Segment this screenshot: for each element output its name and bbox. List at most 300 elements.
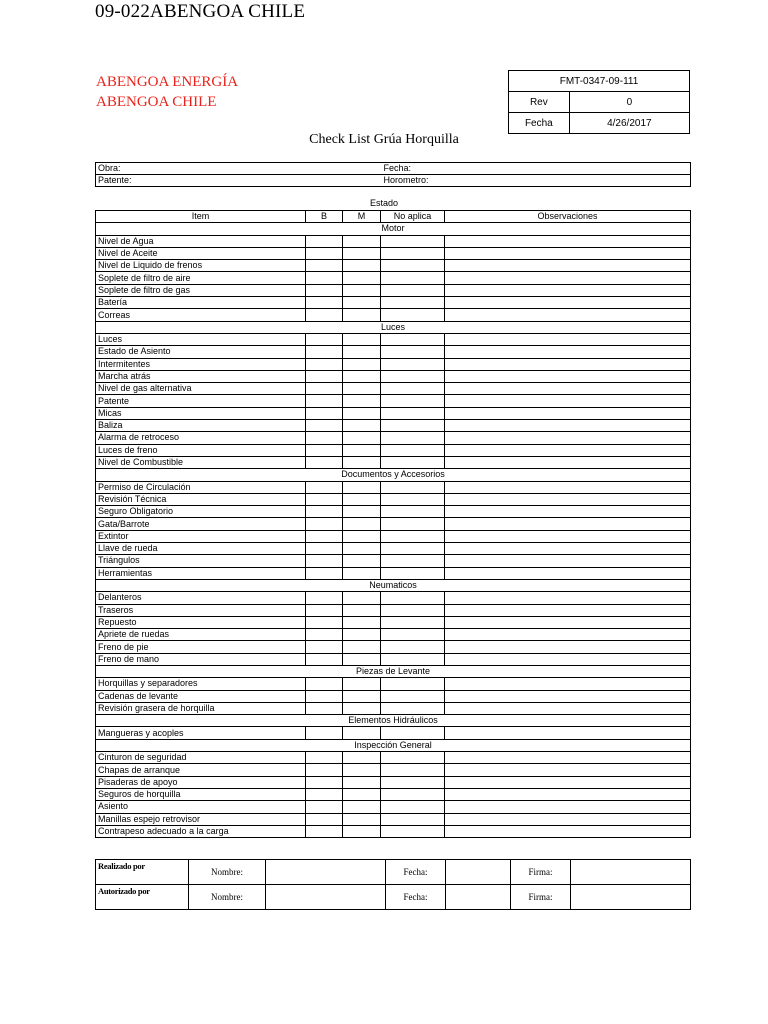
checklist-item-label: Soplete de filtro de gas <box>96 284 306 296</box>
column-header-observaciones: Observaciones <box>445 211 691 223</box>
observaciones-cell[interactable] <box>445 420 691 432</box>
check-b-cell[interactable] <box>306 420 343 432</box>
checklist-row <box>96 567 691 579</box>
horometro-field[interactable]: Horometro: <box>382 175 691 187</box>
check-no-aplica-cell[interactable] <box>381 788 445 800</box>
signature-date-field[interactable] <box>446 860 511 885</box>
check-m-cell[interactable] <box>343 358 381 370</box>
check-no-aplica-cell[interactable] <box>381 432 445 444</box>
section-title: Documentos y Accesorios <box>96 469 691 481</box>
check-m-cell[interactable] <box>343 284 381 296</box>
checklist-item-label: Llave de rueda <box>96 543 306 555</box>
check-no-aplica-cell[interactable] <box>381 702 445 714</box>
check-m-cell[interactable] <box>343 629 381 641</box>
check-b-cell[interactable] <box>306 727 343 739</box>
check-m-cell[interactable] <box>343 432 381 444</box>
observaciones-cell[interactable] <box>445 358 691 370</box>
observaciones-cell[interactable] <box>445 309 691 321</box>
check-no-aplica-cell[interactable] <box>381 456 445 468</box>
checklist-item-label: Alarma de retroceso <box>96 432 306 444</box>
check-m-cell[interactable] <box>343 481 381 493</box>
observaciones-cell[interactable] <box>445 481 691 493</box>
checklist-item-label: Nivel de Liquido de frenos <box>96 260 306 272</box>
checklist-row <box>96 690 691 702</box>
observaciones-cell[interactable] <box>445 653 691 665</box>
observaciones-cell[interactable] <box>445 456 691 468</box>
company-name-line2: ABENGOA CHILE <box>96 94 217 110</box>
observaciones-cell[interactable] <box>445 235 691 247</box>
estado-label: Estado <box>369 198 399 208</box>
format-date-label: Fecha <box>509 113 570 134</box>
check-no-aplica-cell[interactable] <box>381 407 445 419</box>
checklist-row <box>96 284 691 296</box>
checklist-row <box>96 801 691 813</box>
checklist-row <box>96 653 691 665</box>
nombre-field[interactable] <box>266 860 386 885</box>
check-m-cell[interactable] <box>343 678 381 690</box>
check-b-cell[interactable] <box>306 641 343 653</box>
checklist-row <box>96 346 691 358</box>
checklist-item-label: Freno de pie <box>96 641 306 653</box>
check-no-aplica-cell[interactable] <box>381 493 445 505</box>
check-no-aplica-cell[interactable] <box>381 690 445 702</box>
check-no-aplica-cell[interactable] <box>381 764 445 776</box>
check-m-cell[interactable] <box>343 825 381 837</box>
signature-role: Autorizado por <box>96 885 189 910</box>
check-m-cell[interactable] <box>343 801 381 813</box>
check-m-cell[interactable] <box>343 272 381 284</box>
check-m-cell[interactable] <box>343 555 381 567</box>
check-no-aplica-cell[interactable] <box>381 592 445 604</box>
check-b-cell[interactable] <box>306 518 343 530</box>
checklist-item-label: Apriete de ruedas <box>96 629 306 641</box>
checklist-row <box>96 481 691 493</box>
checklist-item-label: Batería <box>96 297 306 309</box>
format-code: FMT-0347-09-111 <box>509 71 690 92</box>
check-b-cell[interactable] <box>306 395 343 407</box>
checklist-item-label: Revisión Técnica <box>96 493 306 505</box>
check-b-cell[interactable] <box>306 260 343 272</box>
checklist-row <box>96 641 691 653</box>
check-b-cell[interactable] <box>306 235 343 247</box>
check-no-aplica-cell[interactable] <box>381 813 445 825</box>
checklist-item-label: Revisión grasera de horquilla <box>96 702 306 714</box>
check-no-aplica-cell[interactable] <box>381 604 445 616</box>
checklist-item-label: Traseros <box>96 604 306 616</box>
check-b-cell[interactable] <box>306 567 343 579</box>
check-b-cell[interactable] <box>306 309 343 321</box>
check-m-cell[interactable] <box>343 383 381 395</box>
check-no-aplica-cell[interactable] <box>381 801 445 813</box>
observaciones-cell[interactable] <box>445 284 691 296</box>
obra-field[interactable]: Obra: <box>96 163 382 175</box>
checklist-row <box>96 297 691 309</box>
checklist-row <box>96 506 691 518</box>
checklist-item-label: Luces <box>96 333 306 345</box>
check-b-cell[interactable] <box>306 272 343 284</box>
check-b-cell[interactable] <box>306 444 343 456</box>
check-b-cell[interactable] <box>306 825 343 837</box>
check-m-cell[interactable] <box>343 444 381 456</box>
check-b-cell[interactable] <box>306 493 343 505</box>
observaciones-cell[interactable] <box>445 395 691 407</box>
check-no-aplica-cell[interactable] <box>381 420 445 432</box>
check-b-cell[interactable] <box>306 592 343 604</box>
check-m-cell[interactable] <box>343 776 381 788</box>
check-no-aplica-cell[interactable] <box>381 616 445 628</box>
observaciones-cell[interactable] <box>445 407 691 419</box>
observaciones-cell[interactable] <box>445 616 691 628</box>
section-title: Motor <box>96 223 691 235</box>
checklist-row <box>96 420 691 432</box>
check-b-cell[interactable] <box>306 555 343 567</box>
observaciones-cell[interactable] <box>445 678 691 690</box>
firma-label: Firma: <box>511 885 571 910</box>
check-no-aplica-cell[interactable] <box>381 370 445 382</box>
observaciones-cell[interactable] <box>445 788 691 800</box>
checklist-row <box>96 444 691 456</box>
nombre-label: Nombre: <box>189 885 266 910</box>
checklist-row <box>96 247 691 259</box>
checklist-item-label: Repuesto <box>96 616 306 628</box>
firma-field[interactable] <box>571 860 691 885</box>
check-b-cell[interactable] <box>306 481 343 493</box>
checklist-item-label: Mangueras y acoples <box>96 727 306 739</box>
checklist-item-label: Extintor <box>96 530 306 542</box>
check-m-cell[interactable] <box>343 456 381 468</box>
column-header-no-aplica: No aplica <box>381 211 445 223</box>
checklist-item-label: Freno de mano <box>96 653 306 665</box>
checklist-row <box>96 309 691 321</box>
check-no-aplica-cell[interactable] <box>381 727 445 739</box>
check-b-cell[interactable] <box>306 801 343 813</box>
section-title: Piezas de Levante <box>96 665 691 677</box>
column-header-item: Item <box>96 211 306 223</box>
check-no-aplica-cell[interactable] <box>381 284 445 296</box>
observaciones-cell[interactable] <box>445 444 691 456</box>
observaciones-cell[interactable] <box>445 247 691 259</box>
checklist-row <box>96 764 691 776</box>
check-no-aplica-cell[interactable] <box>381 506 445 518</box>
check-no-aplica-cell[interactable] <box>381 825 445 837</box>
checklist-item-label: Nivel de gas alternativa <box>96 383 306 395</box>
checklist-item-label: Marcha atrás <box>96 370 306 382</box>
observaciones-cell[interactable] <box>445 530 691 542</box>
check-no-aplica-cell[interactable] <box>381 247 445 259</box>
checklist-row <box>96 702 691 714</box>
observaciones-cell[interactable] <box>445 506 691 518</box>
observaciones-cell[interactable] <box>445 604 691 616</box>
check-m-cell[interactable] <box>343 260 381 272</box>
checklist-row <box>96 825 691 837</box>
check-m-cell[interactable] <box>343 530 381 542</box>
check-b-cell[interactable] <box>306 629 343 641</box>
check-m-cell[interactable] <box>343 764 381 776</box>
check-m-cell[interactable] <box>343 727 381 739</box>
check-b-cell[interactable] <box>306 653 343 665</box>
checklist-table <box>95 210 691 838</box>
check-no-aplica-cell[interactable] <box>381 346 445 358</box>
check-b-cell[interactable] <box>306 788 343 800</box>
check-no-aplica-cell[interactable] <box>381 752 445 764</box>
check-m-cell[interactable] <box>343 653 381 665</box>
nombre-field[interactable] <box>266 885 386 910</box>
check-m-cell[interactable] <box>343 247 381 259</box>
check-m-cell[interactable] <box>343 616 381 628</box>
nombre-label: Nombre: <box>189 860 266 885</box>
observaciones-cell[interactable] <box>445 727 691 739</box>
checklist-item-label: Seguros de horquilla <box>96 788 306 800</box>
checklist-row <box>96 616 691 628</box>
info-date-field[interactable]: Fecha: <box>382 163 691 175</box>
checklist-item-label: Herramientas <box>96 567 306 579</box>
checklist-row <box>96 333 691 345</box>
section-header-row <box>96 321 691 333</box>
check-m-cell[interactable] <box>343 407 381 419</box>
observaciones-cell[interactable] <box>445 370 691 382</box>
observaciones-cell[interactable] <box>445 555 691 567</box>
check-m-cell[interactable] <box>343 420 381 432</box>
check-m-cell[interactable] <box>343 235 381 247</box>
check-no-aplica-cell[interactable] <box>381 518 445 530</box>
check-m-cell[interactable] <box>343 702 381 714</box>
checklist-row <box>96 752 691 764</box>
section-title: Inspección General <box>96 739 691 751</box>
check-m-cell[interactable] <box>343 309 381 321</box>
section-title: Luces <box>96 321 691 333</box>
patente-field[interactable]: Patente: <box>96 175 382 187</box>
check-no-aplica-cell[interactable] <box>381 309 445 321</box>
observaciones-cell[interactable] <box>445 690 691 702</box>
check-b-cell[interactable] <box>306 346 343 358</box>
checklist-item-label: Contrapeso adecuado a la carga <box>96 825 306 837</box>
checklist-row <box>96 358 691 370</box>
check-m-cell[interactable] <box>343 690 381 702</box>
check-m-cell[interactable] <box>343 370 381 382</box>
check-no-aplica-cell[interactable] <box>381 395 445 407</box>
checklist-item-label: Luces de freno <box>96 444 306 456</box>
observaciones-cell[interactable] <box>445 629 691 641</box>
check-b-cell[interactable] <box>306 690 343 702</box>
checklist-row <box>96 383 691 395</box>
checklist-row <box>96 678 691 690</box>
observaciones-cell[interactable] <box>445 776 691 788</box>
checklist-item-label: Permiso de Circulación <box>96 481 306 493</box>
check-b-cell[interactable] <box>306 506 343 518</box>
signature-date-label: Fecha: <box>386 885 446 910</box>
check-no-aplica-cell[interactable] <box>381 383 445 395</box>
check-m-cell[interactable] <box>343 333 381 345</box>
observaciones-cell[interactable] <box>445 641 691 653</box>
check-no-aplica-cell[interactable] <box>381 481 445 493</box>
observaciones-cell[interactable] <box>445 543 691 555</box>
checklist-row <box>96 272 691 284</box>
checklist-row <box>96 592 691 604</box>
check-m-cell[interactable] <box>343 641 381 653</box>
check-b-cell[interactable] <box>306 358 343 370</box>
check-b-cell[interactable] <box>306 543 343 555</box>
check-b-cell[interactable] <box>306 333 343 345</box>
check-m-cell[interactable] <box>343 604 381 616</box>
check-b-cell[interactable] <box>306 432 343 444</box>
observaciones-cell[interactable] <box>445 346 691 358</box>
check-m-cell[interactable] <box>343 346 381 358</box>
checklist-item-label: Correas <box>96 309 306 321</box>
check-m-cell[interactable] <box>343 543 381 555</box>
checklist-row <box>96 370 691 382</box>
check-b-cell[interactable] <box>306 678 343 690</box>
check-b-cell[interactable] <box>306 764 343 776</box>
check-b-cell[interactable] <box>306 752 343 764</box>
info-table <box>95 162 691 187</box>
check-b-cell[interactable] <box>306 604 343 616</box>
observaciones-cell[interactable] <box>445 333 691 345</box>
format-code-box <box>508 70 690 134</box>
check-m-cell[interactable] <box>343 518 381 530</box>
check-m-cell[interactable] <box>343 752 381 764</box>
check-b-cell[interactable] <box>306 616 343 628</box>
firma-field[interactable] <box>571 885 691 910</box>
signature-role: Realizado por <box>96 860 189 885</box>
observaciones-cell[interactable] <box>445 493 691 505</box>
signature-table <box>95 859 691 910</box>
checklist-item-label: Asiento <box>96 801 306 813</box>
checklist-row <box>96 727 691 739</box>
check-no-aplica-cell[interactable] <box>381 543 445 555</box>
format-date-value: 4/26/2017 <box>569 113 689 134</box>
checklist-row <box>96 788 691 800</box>
check-no-aplica-cell[interactable] <box>381 444 445 456</box>
check-no-aplica-cell[interactable] <box>381 530 445 542</box>
observaciones-cell[interactable] <box>445 272 691 284</box>
checklist-row <box>96 776 691 788</box>
check-m-cell[interactable] <box>343 493 381 505</box>
check-m-cell[interactable] <box>343 592 381 604</box>
checklist-item-label: Intermitentes <box>96 358 306 370</box>
checklist-row <box>96 518 691 530</box>
company-name-line1: ABENGOA ENERGÍA <box>96 74 239 90</box>
check-no-aplica-cell[interactable] <box>381 567 445 579</box>
check-m-cell[interactable] <box>343 567 381 579</box>
check-no-aplica-cell[interactable] <box>381 678 445 690</box>
observaciones-cell[interactable] <box>445 432 691 444</box>
checklist-row <box>96 456 691 468</box>
observaciones-cell[interactable] <box>445 383 691 395</box>
check-no-aplica-cell[interactable] <box>381 333 445 345</box>
section-header-row <box>96 715 691 727</box>
checklist-row <box>96 813 691 825</box>
observaciones-cell[interactable] <box>445 813 691 825</box>
check-b-cell[interactable] <box>306 813 343 825</box>
observaciones-cell[interactable] <box>445 702 691 714</box>
signature-date-field[interactable] <box>446 885 511 910</box>
section-header-row <box>96 579 691 591</box>
check-b-cell[interactable] <box>306 370 343 382</box>
observaciones-cell[interactable] <box>445 567 691 579</box>
check-no-aplica-cell[interactable] <box>381 629 445 641</box>
checklist-item-label: Gata/Barrote <box>96 518 306 530</box>
check-no-aplica-cell[interactable] <box>381 653 445 665</box>
check-b-cell[interactable] <box>306 702 343 714</box>
check-b-cell[interactable] <box>306 297 343 309</box>
check-no-aplica-cell[interactable] <box>381 260 445 272</box>
checklist-item-label: Triángulos <box>96 555 306 567</box>
check-no-aplica-cell[interactable] <box>381 272 445 284</box>
check-no-aplica-cell[interactable] <box>381 297 445 309</box>
section-title: Neumaticos <box>96 579 691 591</box>
check-m-cell[interactable] <box>343 506 381 518</box>
checklist-header-row <box>96 211 691 223</box>
observaciones-cell[interactable] <box>445 752 691 764</box>
check-b-cell[interactable] <box>306 284 343 296</box>
section-title: Elementos Hidráulicos <box>96 715 691 727</box>
checklist-row <box>96 260 691 272</box>
checklist-row <box>96 629 691 641</box>
form-title: Check List Grúa Horquilla <box>309 132 459 147</box>
checklist-item-label: Pisaderas de apoyo <box>96 776 306 788</box>
check-b-cell[interactable] <box>306 456 343 468</box>
checklist-item-label: Cadenas de levante <box>96 690 306 702</box>
checklist-row <box>96 543 691 555</box>
check-b-cell[interactable] <box>306 530 343 542</box>
document-title: 09-022ABENGOA CHILE <box>95 1 306 22</box>
observaciones-cell[interactable] <box>445 518 691 530</box>
checklist-item-label: Nivel de Combustible <box>96 456 306 468</box>
check-b-cell[interactable] <box>306 407 343 419</box>
check-m-cell[interactable] <box>343 813 381 825</box>
observaciones-cell[interactable] <box>445 592 691 604</box>
checklist-item-label: Horquillas y separadores <box>96 678 306 690</box>
observaciones-cell[interactable] <box>445 297 691 309</box>
checklist-item-label: Delanteros <box>96 592 306 604</box>
column-header-b: B <box>306 211 343 223</box>
check-m-cell[interactable] <box>343 395 381 407</box>
rev-label: Rev <box>509 92 570 113</box>
check-b-cell[interactable] <box>306 383 343 395</box>
observaciones-cell[interactable] <box>445 764 691 776</box>
checklist-item-label: Chapas de arranque <box>96 764 306 776</box>
column-header-m: M <box>343 211 381 223</box>
section-header-row <box>96 665 691 677</box>
observaciones-cell[interactable] <box>445 260 691 272</box>
checklist-item-label: Seguro Obligatorio <box>96 506 306 518</box>
check-b-cell[interactable] <box>306 776 343 788</box>
observaciones-cell[interactable] <box>445 825 691 837</box>
checklist-row <box>96 432 691 444</box>
check-no-aplica-cell[interactable] <box>381 235 445 247</box>
signature-row <box>96 885 691 910</box>
checklist-row <box>96 555 691 567</box>
company-block <box>96 72 238 112</box>
check-no-aplica-cell[interactable] <box>381 555 445 567</box>
observaciones-cell[interactable] <box>445 801 691 813</box>
checklist-row <box>96 493 691 505</box>
checklist-item-label: Nivel de Aceite <box>96 247 306 259</box>
check-m-cell[interactable] <box>343 788 381 800</box>
check-no-aplica-cell[interactable] <box>381 776 445 788</box>
checklist-item-label: Nivel de Agua <box>96 235 306 247</box>
checklist-row <box>96 530 691 542</box>
checklist-item-label: Manillas espejo retrovisor <box>96 813 306 825</box>
checklist-row <box>96 407 691 419</box>
checklist-item-label: Cinturon de seguridad <box>96 752 306 764</box>
section-header-row <box>96 469 691 481</box>
check-b-cell[interactable] <box>306 247 343 259</box>
check-no-aplica-cell[interactable] <box>381 641 445 653</box>
checklist-row <box>96 395 691 407</box>
check-m-cell[interactable] <box>343 297 381 309</box>
check-no-aplica-cell[interactable] <box>381 358 445 370</box>
